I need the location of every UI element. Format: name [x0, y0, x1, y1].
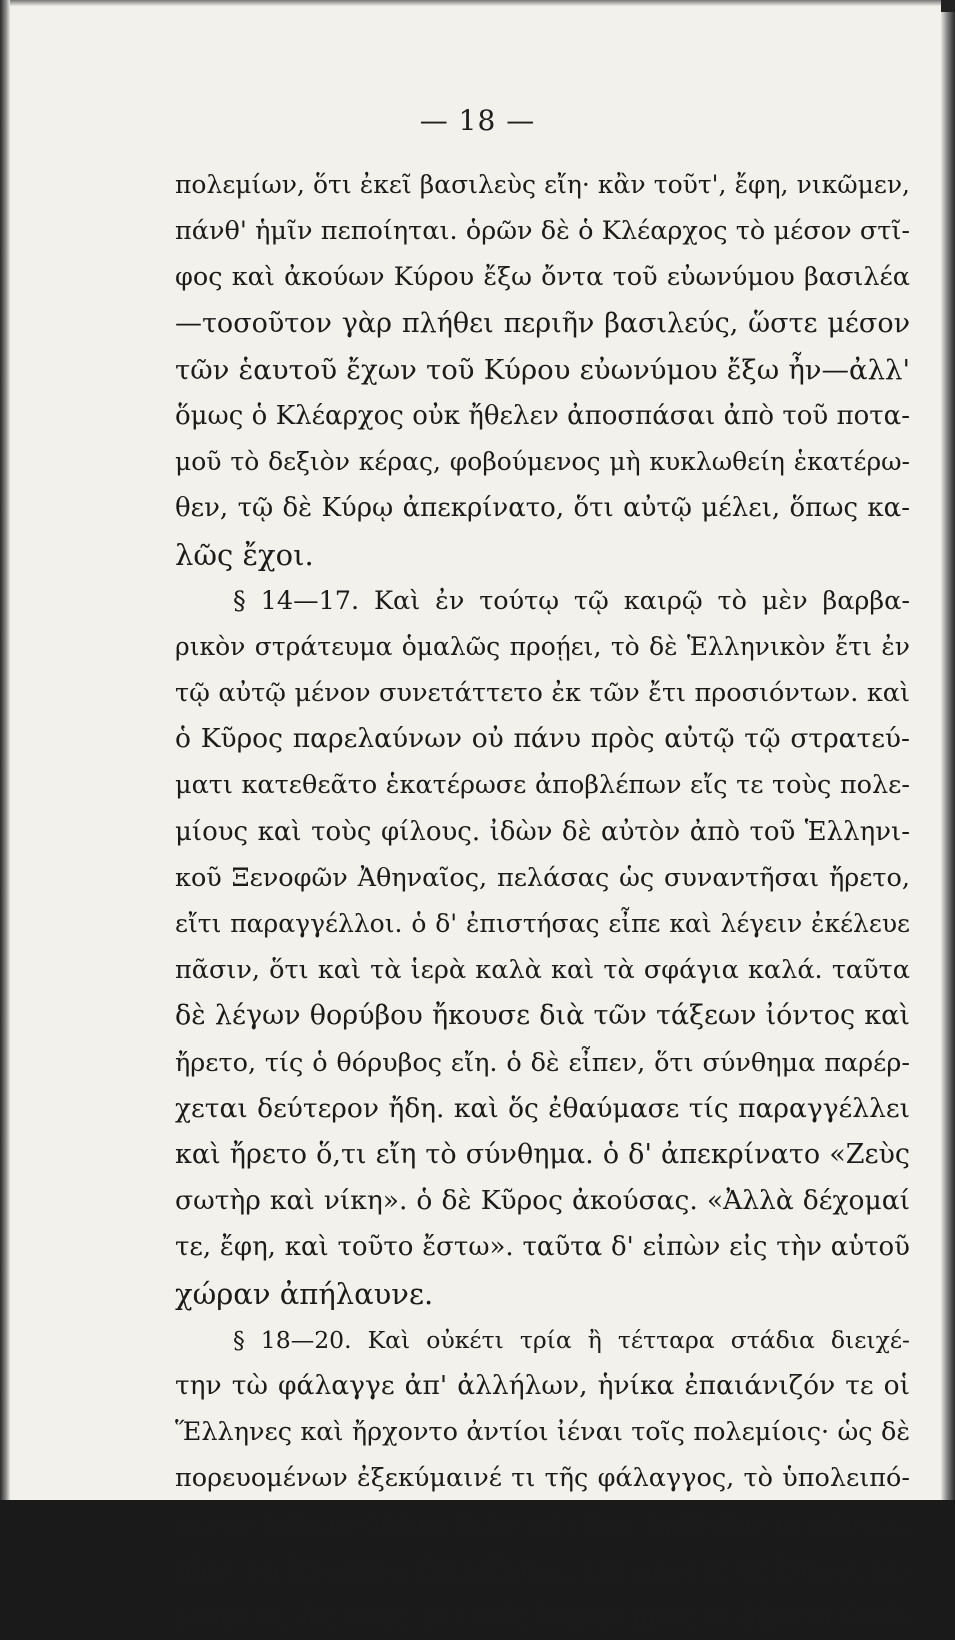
section-heading-line: § 18—20. Καὶ οὐκέτι τρία ἢ τέτταρα στάδια διειχέ-: [233, 1325, 910, 1354]
section-heading-line: § 14—17. Καὶ ἐν τούτῳ τῷ καιρῷ τὸ μὲν βαρβα-: [233, 585, 910, 616]
text-line: Ἕλληνες καὶ ἤρχοντο ἀντίοι ἰέναι τοῖς πολεμίοις· ὡς δὲ: [175, 1417, 910, 1448]
text-line: —τοσοῦτον γὰρ πλήθει περιῆν βασιλεύς, ὥστε μέσον: [175, 307, 910, 339]
text-line: ρικὸν στράτευμα ὁμαλῶς προῄει, τὸ δὲ Ἑλληνικὸν ἔτι ἐν: [175, 631, 910, 661]
text-line: ὁ Κῦρος παρελαύνων οὐ πάνυ πρὸς αὐτῷ τῷ στρατεύ-: [175, 723, 910, 755]
text-line: ὅμως ὁ Κλέαρχος οὐκ ἤθελεν ἀποσπάσαι ἀπὸ τοῦ ποτα-: [175, 400, 910, 431]
text-line: γουσι δέ, ὥς τινες καὶ ταῖς ἀσπίσι πρὸς τὰ δόρατα ἐδού-: [175, 1601, 910, 1631]
text-line: θεν, τῷ δὲ Κύρῳ ἀπεκρίνατο, ὅτι αὐτῷ μέλει, ὅπως κα-: [175, 493, 910, 524]
scan-edge-left: [0, 0, 10, 1500]
text-line: καὶ ἤρετο ὅ,τι εἴη τὸ σύνθημα. ὁ δ' ἀπεκρίνατο «Ζεὺς: [175, 1138, 910, 1170]
scan-corner-mark: [941, 0, 955, 12]
body-text: [175, 162, 910, 1640]
text-line: πολεμίων, ὅτι ἐκεῖ βασιλεὺς εἴη· κἂν τοῦτ', ἔφη, νικῶμεν,: [175, 170, 910, 199]
text-line: πορευομένων ἐξεκύμαινέ τι τῆς φάλαγγος, τὸ ὑπολειπό-: [175, 1463, 910, 1494]
scan-edge-top: [0, 0, 955, 6]
text-line: ἤρετο, τίς ὁ θόρυβος εἴη. ὁ δὲ εἶπεν, ὅτι σύνθημα παρέρ-: [175, 1047, 910, 1078]
text-line: κοῦ Ξενοφῶν Ἀθηναῖος, πελάσας ὡς συναντῆσαι ἤρετο,: [175, 862, 910, 893]
text-line: τῶν ἑαυτοῦ ἔχων τοῦ Κύρου εὐωνύμου ἔξω ἦν—ἀλλ': [175, 353, 910, 386]
text-line: μενον ἤρξατο δρόμῳ θεῖν· καὶ ἅμα ἐφθέγξαντο πάντες,: [175, 1509, 910, 1540]
text-line: χώραν ἀπήλαυνε.: [175, 1276, 434, 1311]
text-line: χεται δεύτερον ἤδη. καὶ ὅς ἐθαύμασε τίς παραγγέλλει: [175, 1092, 910, 1124]
text-line: τῷ αὐτῷ μένον συνετάττετο ἐκ τῶν ἔτι προσιόντων. καὶ: [175, 678, 910, 709]
text-line: τε, ἔφη, καὶ τοῦτο ἔστω». ταῦτα δ' εἰπὼν εἰς τὴν αὑτοῦ: [175, 1232, 910, 1263]
text-line: δὲ λέγων θορύβου ἤκουσε διὰ τῶν τάξεων ἰόντος καὶ: [175, 1000, 910, 1032]
text-line: μοῦ τὸ δεξιὸν κέρας, φοβούμενος μὴ κυκλωθείη ἑκατέρω-: [175, 447, 910, 477]
text-line: οἷον τῷ Ἐνυαλίῳ ἐλελίζουσι, καὶ πάντες δὲ ἔθεον. λέ-: [175, 1554, 910, 1586]
page-number: — 18 —: [419, 104, 536, 137]
text-line: λῶς ἔχοι.: [175, 537, 314, 572]
text-line: πάνθ' ἡμῖν πεποίηται. ὁρῶν δὲ ὁ Κλέαρχος τὸ μέσον στῖ-: [175, 216, 910, 247]
text-line: την τὼ φάλαγγε ἀπ' ἀλλήλων, ἡνίκα ἐπαιάνιζόν τε οἱ: [175, 1369, 910, 1401]
scan-edge-right: [941, 0, 955, 1500]
text-line: εἴτι παραγγέλλοι. ὁ δ' ἐπιστήσας εἶπε καὶ λέγειν ἐκέλευε: [175, 909, 910, 938]
text-line: σωτὴρ καὶ νίκη». ὁ δὲ Κῦρος ἀκούσας. «Ἀλλὰ δέχομαί: [175, 1185, 910, 1217]
text-line: μίους καὶ τοὺς φίλους. ἰδὼν δὲ αὐτὸν ἀπὸ τοῦ Ἑλληνι-: [175, 816, 910, 847]
text-line: φος καὶ ἀκούων Κύρου ἔξω ὄντα τοῦ εὐωνύμου βασιλέα: [175, 262, 910, 293]
text-line: πᾶσιν, ὅτι καὶ τὰ ἱερὰ καλὰ καὶ τὰ σφάγια καλά. ταῦτα: [175, 955, 910, 986]
text-line: ματι κατεθεᾶτο ἑκατέρωσε ἀποβλέπων εἴς τε τοὺς πολε-: [175, 770, 910, 801]
